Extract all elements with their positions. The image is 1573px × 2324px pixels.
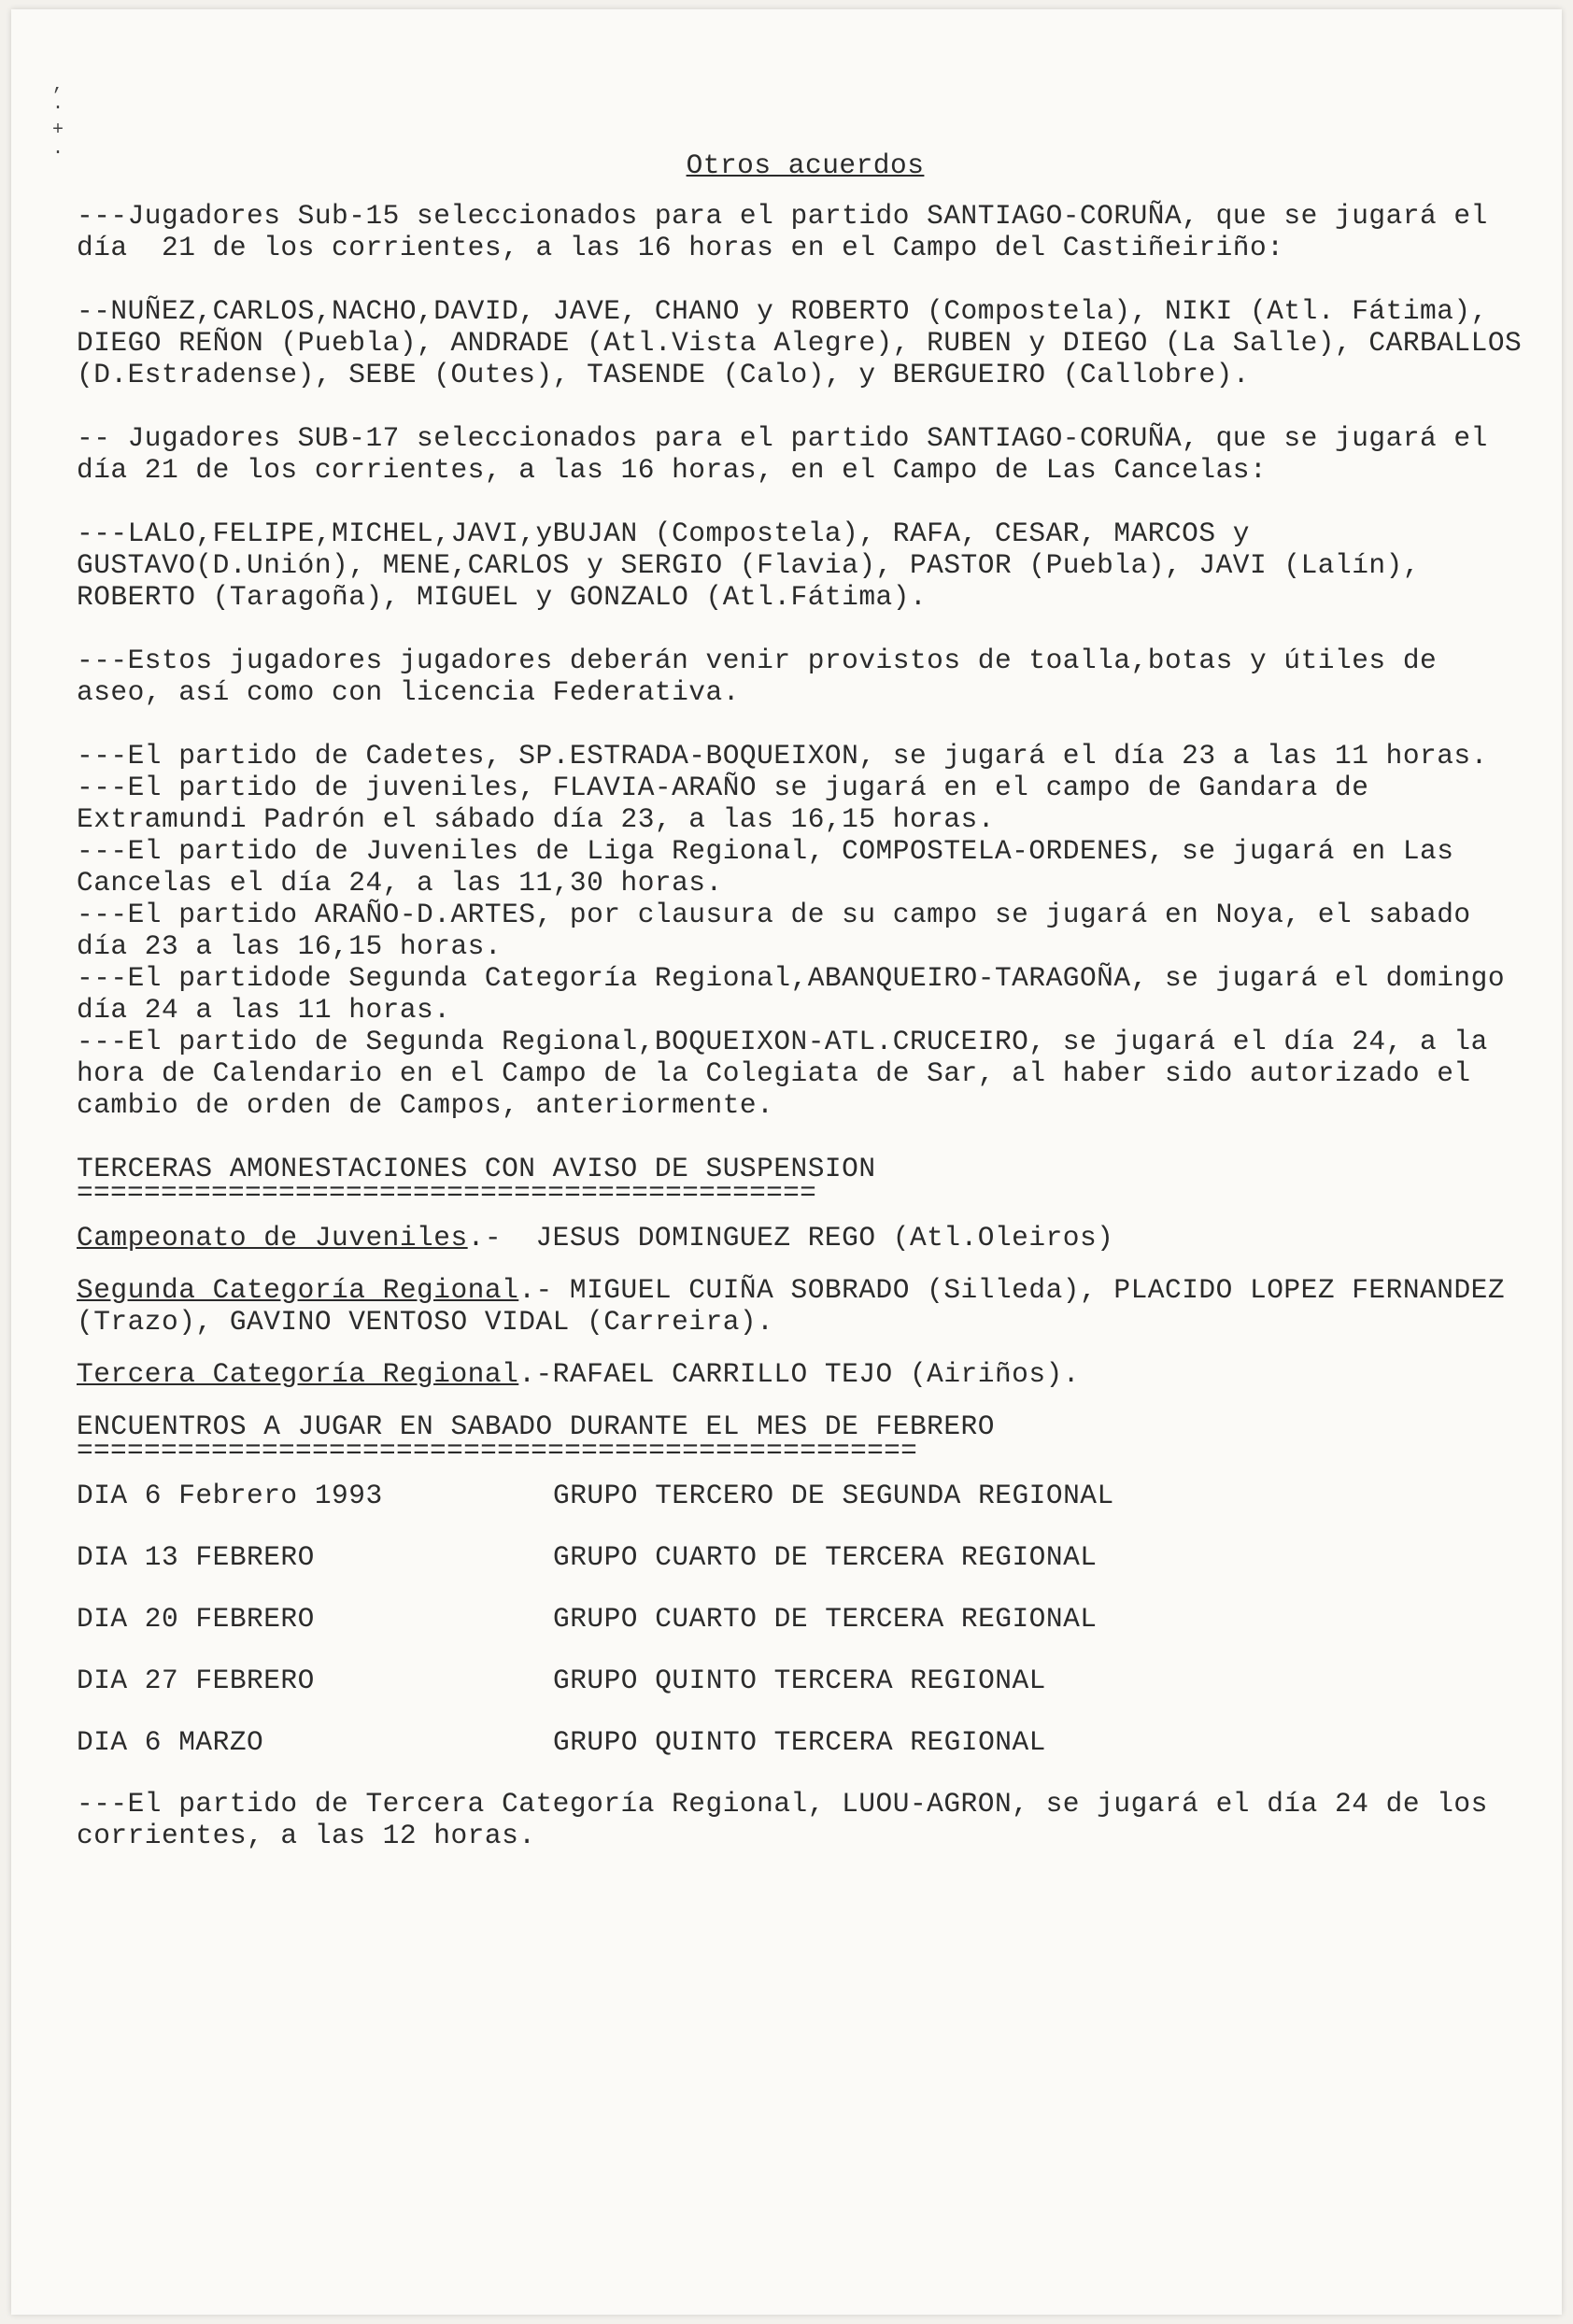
paragraph-segunda: ---El partidode Segunda Categoría Regional,ABANQUEIRO-TARAGOÑA, se jugará el domingo día 24 a las 11 horas. (77, 962, 1523, 1026)
schedule-row (77, 1726, 1384, 1788)
schedule-date: DIA 27 FEBRERO (77, 1665, 315, 1696)
juveniles-text: .- JESUS DOMINGUEZ REGO (Atl.Oleiros) (467, 1222, 1114, 1254)
amonestaciones-rule: ============================================ (77, 1184, 817, 1201)
amonestaciones-heading: TERCERAS AMONESTACIONES CON AVISO DE SUSPENSION (77, 1153, 876, 1184)
margin-marks: , · + · (52, 75, 64, 163)
schedule-date: DIA 13 FEBRERO (77, 1541, 315, 1573)
amonestacion-juveniles (77, 1222, 1534, 1254)
schedule-row (77, 1665, 1384, 1726)
schedule-date: DIA 6 MARZO (77, 1726, 264, 1758)
tercera-text: .-RAFAEL CARRILLO TEJO (Airiños). (518, 1358, 1080, 1390)
document-body (77, 149, 1539, 1851)
juveniles-label: Campeonato de Juveniles (77, 1222, 468, 1254)
amonestacion-tercera (77, 1358, 1534, 1390)
segunda-text: .- MIGUEL CUIÑA SOBRADO (Silleda), PLACIDO LOPEZ FERNANDEZ (Trazo), GAVINO VENTOSO VIDAL (Carreira). (77, 1274, 1523, 1338)
schedule-row (77, 1603, 1384, 1665)
paragraph-equipment: ---Estos jugadores jugadores deberán venir provistos de toalla,botas y útiles de aseo, así como con licencia Federativa. (77, 645, 1454, 708)
schedule-group: GRUPO QUINTO TERCERA REGIONAL (553, 1726, 1046, 1758)
schedule-row (77, 1541, 1384, 1603)
schedule-group: GRUPO CUARTO DE TERCERA REGIONAL (553, 1541, 1098, 1573)
paragraph-juveniles: ---El partido de juveniles, FLAVIA-ARAÑO se jugará en el campo de Gandara de Extramundi Padrón el sábado día 23, a las 16,15 horas. (77, 772, 1386, 835)
tercera-label: Tercera Categoría Regional (77, 1358, 519, 1390)
paragraph-sub17-players: ---LALO,FELIPE,MICHEL,JAVI,yBUJAN (Compostela), RAFA, CESAR, MARCOS y GUSTAVO(D.Unión), MENE,CARLOS y SERGIO (Flavia), PASTOR (Puebla), JAVI (Lalín), ROBERTO (Taragoña), MIGUEL y GONZALO (Atl.Fátima). (77, 517, 1438, 613)
amonestacion-segunda (77, 1274, 1534, 1338)
encuentros-heading: ENCUENTROS A JUGAR EN SABADO DURANTE EL MES DE FEBRERO (77, 1410, 995, 1442)
schedule-date: DIA 6 Febrero 1993 (77, 1480, 383, 1511)
schedule-table (77, 1480, 1384, 1788)
document-title: Otros acuerdos (686, 149, 925, 181)
schedule-group: GRUPO QUINTO TERCERA REGIONAL (553, 1665, 1046, 1696)
paragraph-cadetes: ---El partido de Cadetes, SP.ESTRADA-BOQUEIXON, se jugará el día 23 a las 11 horas. (77, 740, 1488, 772)
paragraph-sub17-intro: -- Jugadores SUB-17 seleccionados para el partido SANTIAGO-CORUÑA, que se jugará el día 21 de los corrientes, a las 16 horas, en el Campo de Las Cancelas: (77, 422, 1506, 486)
schedule-date: DIA 20 FEBRERO (77, 1603, 315, 1635)
schedule-group: GRUPO TERCERO DE SEGUNDA REGIONAL (553, 1480, 1114, 1511)
paragraph-arano: ---El partido ARAÑO-D.ARTES, por clausura de su campo se jugará en Noya, el sabado día 23 a las 16,15 horas. (77, 899, 1488, 962)
paragraph-sub15-intro: ---Jugadores Sub-15 seleccionados para el partido SANTIAGO-CORUÑA, que se jugará el día 21 de los corrientes, a las 16 horas en el Campo del Castiñeiriño: (77, 200, 1506, 263)
paragraph-boqueixon: ---El partido de Segunda Regional,BOQUEIXON-ATL.CRUCEIRO, se jugará el día 24, a la hora de Calendario en el Campo de la Colegiata de Sar, al haber sido autorizado el cambio de orden de Campos, anteriormente. (77, 1026, 1506, 1121)
paragraph-liga-regional: ---El partido de Juveniles de Liga Regional, COMPOSTELA-ORDENES, se jugará en Las Cancelas el día 24, a las 11,30 horas. (77, 835, 1471, 899)
paragraph-final: ---El partido de Tercera Categoría Regional, LUOU-AGRON, se jugará el día 24 de los corrientes, a las 12 horas. (77, 1788, 1506, 1851)
schedule-row (77, 1480, 1384, 1541)
schedule-group: GRUPO CUARTO DE TERCERA REGIONAL (553, 1603, 1098, 1635)
document-sheet (11, 9, 1562, 2315)
encuentros-rule: ================================================== (77, 1442, 918, 1459)
segunda-label: Segunda Categoría Regional (77, 1274, 519, 1306)
paragraph-sub15-players: --NUÑEZ,CARLOS,NACHO,DAVID, JAVE, CHANO y ROBERTO (Compostela), NIKI (Atl. Fátima), DIEGO REÑON (Puebla), ANDRADE (Atl.Vista Alegre), RUBEN y DIEGO (La Salle), CARBALLOS (D.Estradense), SEBE (Outes), TASENDE (Calo), y BERGUEIRO (Callobre). (77, 295, 1539, 390)
